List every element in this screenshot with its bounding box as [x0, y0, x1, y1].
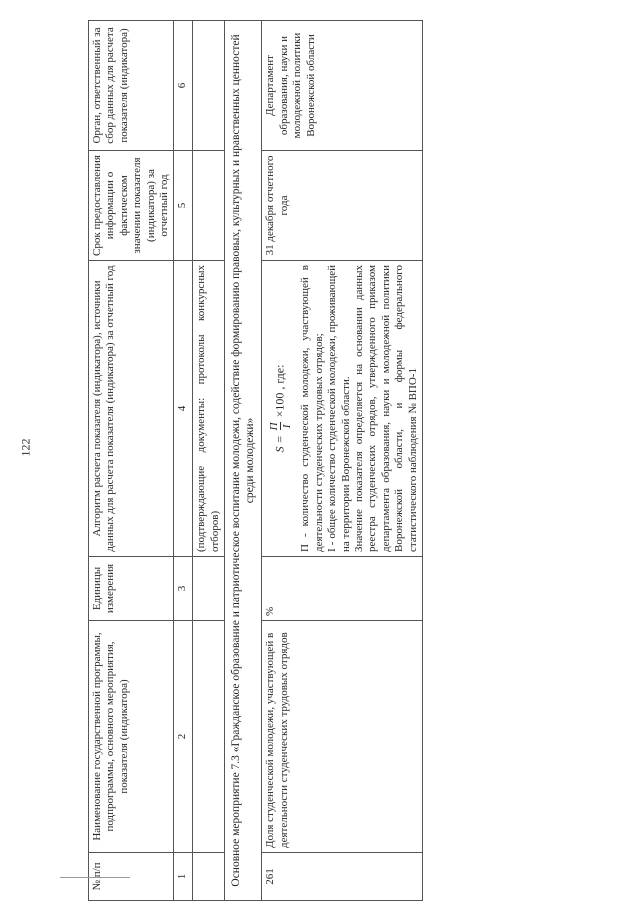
continuation-text: (подтверждающие документы: протоколы конкурсных отборов)	[193, 261, 225, 557]
data-source: Значение показателя определяется на основании данных реестра студенческих отрядов, утвержденного приказом департамента образования, науки и молодежной политики Воронежской области, и формы федерального статистического наблюдения № ВПО-1	[352, 265, 419, 552]
formula-numerator: П	[268, 422, 281, 431]
formula-denominator: І	[280, 422, 293, 430]
authority: Департамент образования, науки и молодежной политики Воронежской области	[262, 21, 423, 151]
indicator-table	[88, 20, 423, 901]
table-header-row	[89, 21, 174, 901]
header-authority: Орган, ответственный за сбор данных для расчета показателя (индикатора)	[89, 21, 174, 151]
column-number-row	[174, 21, 193, 901]
col-number: 6	[174, 21, 193, 151]
indicator-name: Доля студенческой молодежи, участвующей в деятельности студенческих трудовых отрядов	[262, 621, 423, 853]
section-row	[225, 21, 262, 901]
unit-value: %	[262, 557, 423, 621]
deadline: 31 декабря отчетного года	[262, 151, 423, 261]
page-number: 122	[18, 438, 33, 457]
algorithm-cell	[262, 261, 423, 557]
rotated-page-content	[88, 0, 640, 903]
formula	[268, 265, 293, 552]
col-number: 4	[174, 261, 193, 557]
section-title: Основное мероприятие 7.3 «Гражданское образование и патриотическое воспитание молодежи, содействие формированию правовых, культурных и нравственных ценностей среди молодежи»	[225, 21, 262, 901]
continuation-row	[193, 21, 225, 901]
header-deadline: Срок предоставления информации о фактическом значении показателя (индикатора) за отчетный год	[89, 151, 174, 261]
row-number: 261	[262, 853, 423, 901]
definition-p: П - количество студенческой молодежи, участвующей в деятельности студенческих трудовых отрядов;	[299, 265, 325, 552]
header-algorithm: Алгоритм расчета показателя (индикатора), источники данных для расчета показателя (индикатора) за отчетный год	[89, 261, 174, 557]
col-number: 2	[174, 621, 193, 853]
col-number: 1	[174, 853, 193, 901]
header-num: № п/п	[89, 853, 174, 901]
col-number: 3	[174, 557, 193, 621]
indicator-row	[262, 21, 423, 901]
formula-lhs: S =	[272, 435, 287, 453]
col-number: 5	[174, 151, 193, 261]
footnote-rule	[60, 877, 130, 878]
header-name: Наименование государственной программы, подпрограммы, основного мероприятия, показателя (индикатора)	[89, 621, 174, 853]
definition-i: І - общее количество студенческой молодежи, проживающей на территории Воронежской области.	[326, 265, 352, 552]
header-unit: Единицы измерения	[89, 557, 174, 621]
formula-fraction	[268, 422, 293, 430]
formula-rhs: ×100 , где:	[272, 364, 287, 418]
